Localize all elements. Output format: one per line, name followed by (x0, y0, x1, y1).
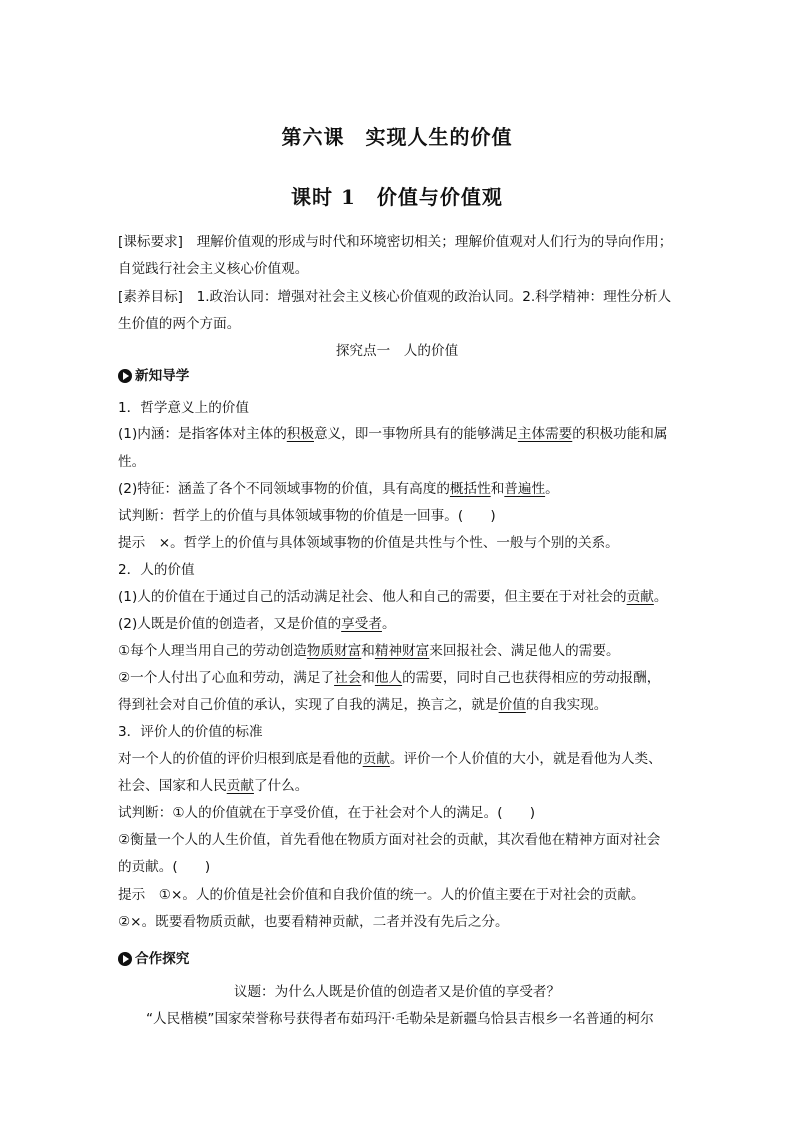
s1-hint: 提示 ×。哲学上的价值与具体领域事物的价值是共性与个性、一般与个别的关系。 (118, 535, 619, 551)
s2-line-3: ①每个人理当用自己的劳动创造物质财富和精神财富来回报社会、满足他人的需要。 (118, 643, 620, 659)
discussion-topic: 议题：为什么人既是价值的创造者又是价值的享受者？ (233, 984, 561, 1000)
s2-line-5: 得到社会对自己价值的承认，实现了自我的满足，换言之，就是价值的自我实现。 (118, 697, 608, 713)
s1-line-3: (2)特征：涵盖了各个不同领域事物的价值，具有高度的概括性和普遍性。 (118, 481, 559, 497)
s3-judge-2: ②衡量一个人的人生价值，首先看他在物质方面对社会的贡献，其次看他在精神方面对社会 (118, 832, 661, 848)
story-paragraph: “人民楷模”国家荣誉称号获得者布茹玛汗·毛勒朵是新疆乌恰县吉根乡一名普通的柯尔 (146, 1011, 654, 1027)
section-cooperative-inquiry-label: 合作探究 (135, 951, 190, 967)
period-title: 课时 1 价值与价值观 (291, 185, 503, 209)
s3-line-1: 对一个人的价值的评价归根到底是看他的贡献。评价一个人价值的大小，就是看他为人类、 (118, 751, 662, 767)
literacy-goal-line-2: 生价值的两个方面。 (118, 316, 241, 332)
lesson-title: 第六课 实现人生的价值 (281, 125, 513, 149)
section-new-knowledge (118, 366, 683, 386)
s3-judge-3: 的贡献。( ) (118, 859, 211, 875)
s3-hint-2: ②×。既要看物质贡献，也要看精神贡献，二者并没有先后之分。 (118, 914, 509, 930)
s1-heading: 1．哲学意义上的价值 (118, 400, 249, 416)
curriculum-requirement-line-1: [课标要求] 理解价值观的形成与时代和环境密切相关；理解价值观对人们行为的导向作用； (118, 234, 673, 250)
s1-line-1: (1)内涵：是指客体对主体的积极意义，即一事物所具有的能够满足主体需要的积极功能和属 (118, 426, 668, 442)
curriculum-requirement-line-2: 自觉践行社会主义核心价值观。 (118, 261, 309, 277)
s1-line-2: 性。 (118, 454, 146, 470)
play-circle-icon (118, 369, 132, 383)
s3-hint-1: 提示 ①×。人的价值是社会价值和自我价值的统一。人的价值主要在于对社会的贡献。 (118, 887, 645, 903)
s3-heading: 3．评价人的价值的标准 (118, 724, 263, 740)
s2-heading: 2．人的价值 (118, 562, 195, 578)
literacy-goal-line-1: [素养目标] 1.政治认同：增强对社会主义核心价值观的政治认同。2.科学精神：理性分析人 (118, 289, 672, 305)
s1-judge: 试判断：哲学上的价值与具体领域事物的价值是一回事。( ) (118, 508, 496, 524)
section-cooperative-inquiry (118, 949, 683, 969)
s2-line-2: (2)人既是价值的创造者，又是价值的享受者。 (118, 616, 396, 632)
section-new-knowledge-label: 新知导学 (135, 368, 190, 384)
s3-judge-1: 试判断：①人的价值就在于享受价值，在于社会对个人的满足。( ) (118, 805, 536, 821)
explore-point-heading: 探究点一 人的价值 (335, 343, 459, 359)
s2-line-1: (1)人的价值在于通过自己的活动满足社会、他人和自己的需要，但主要在于对社会的贡献。 (118, 589, 668, 605)
s3-line-2: 社会、国家和人民贡献了什么。 (118, 778, 309, 794)
play-circle-icon (118, 952, 132, 966)
s2-line-4: ②一个人付出了心血和劳动，满足了社会和他人的需要，同时自己也获得相应的劳动报酬， (118, 670, 661, 686)
